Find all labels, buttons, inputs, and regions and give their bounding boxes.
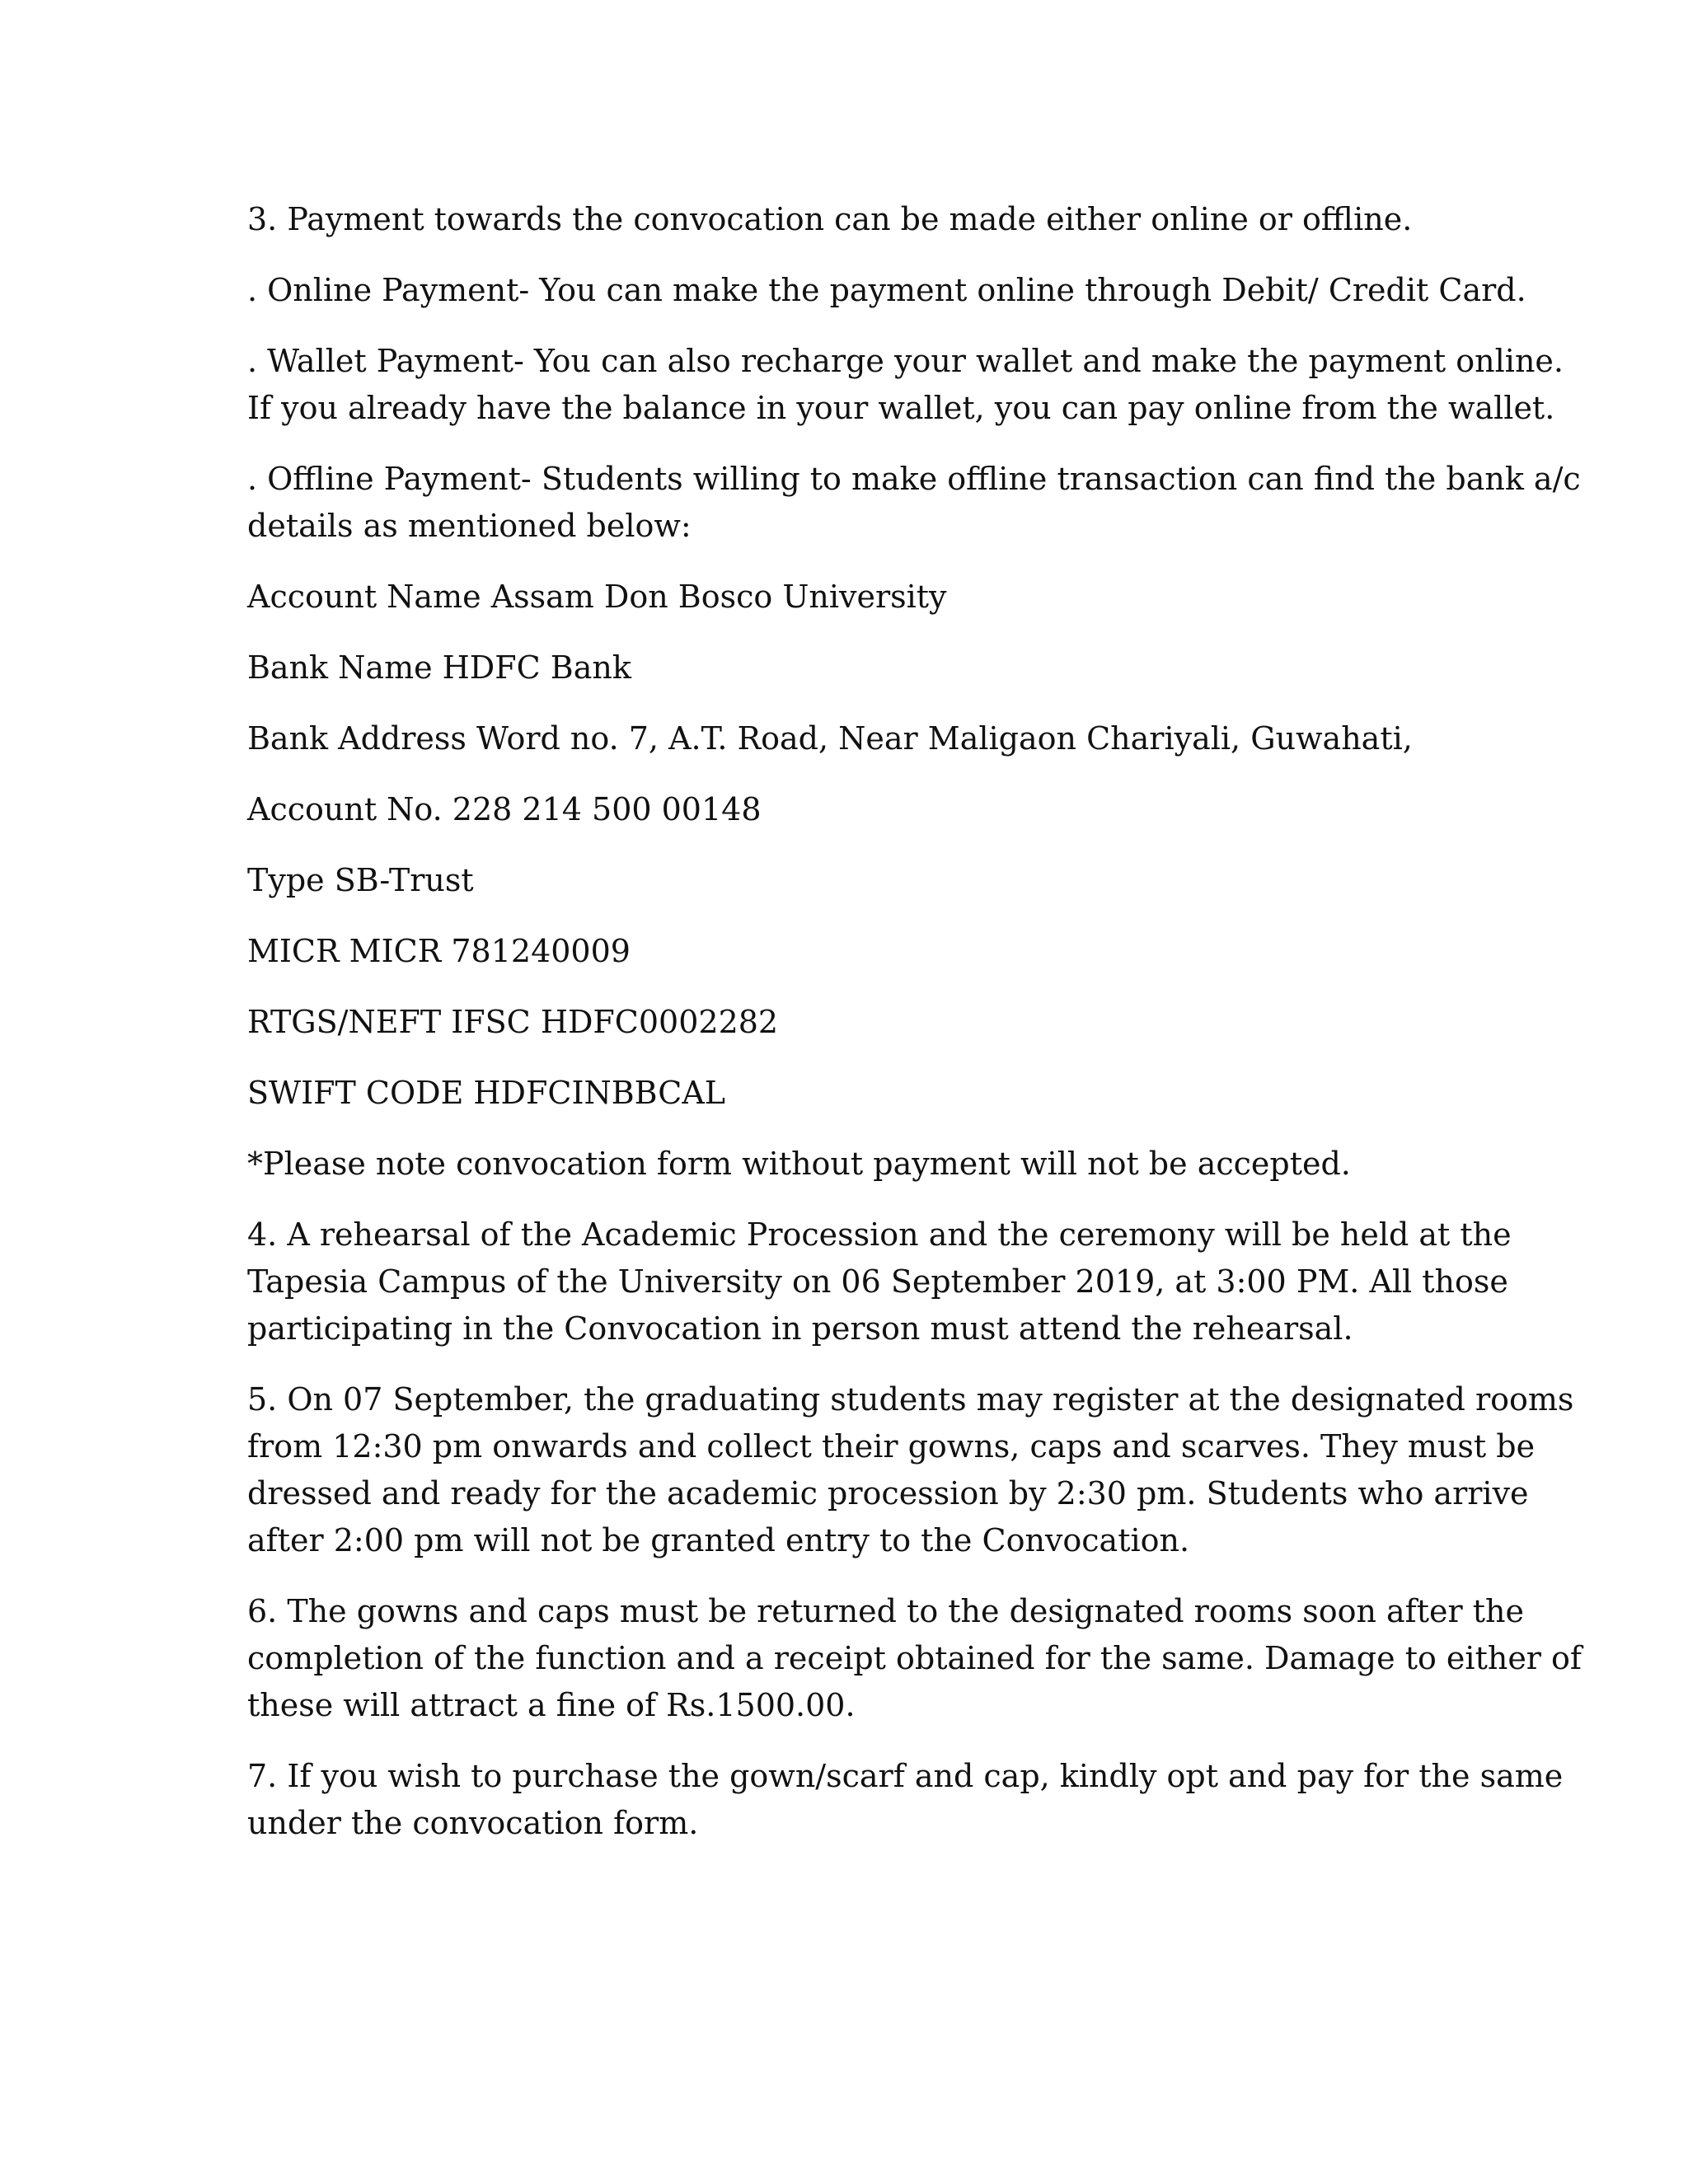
account-name-line — [247, 574, 1467, 621]
text-line: from 12:30 pm onwards and collect their gowns, caps and scarves. They must be — [247, 1428, 1536, 1465]
text-line: If you already have the balance in your wallet, you can pay online from the wallet. — [247, 390, 1555, 426]
payment-note-line — [247, 1141, 1467, 1188]
text-line: Account Name Assam Don Bosco University — [247, 579, 947, 615]
text-line: 7. If you wish to purchase the gown/scarf and cap, kindly opt and pay for the same — [247, 1758, 1564, 1794]
bank-address-line — [247, 715, 1467, 762]
text-line: completion of the function and a receipt obtained for the same. Damage to either of — [247, 1640, 1582, 1676]
text-line: *Please note convocation form without payment will not be accepted. — [247, 1146, 1351, 1182]
text-line: dressed and ready for the academic procession by 2:30 pm. Students who arrive — [247, 1475, 1529, 1511]
text-line: 6. The gowns and caps must be returned to the designated rooms soon after the — [247, 1593, 1524, 1629]
text-line: MICR MICR 781240009 — [247, 933, 631, 969]
rehearsal-paragraph — [247, 1212, 1512, 1352]
payment-intro-paragraph — [247, 196, 1467, 243]
text-line: Bank Name HDFC Bank — [247, 649, 631, 686]
bank-name-line — [247, 644, 1467, 691]
ifsc-line — [247, 999, 1467, 1046]
text-line: participating in the Convocation in person must attend the rehearsal. — [247, 1310, 1353, 1347]
text-line: these will attract a fine of Rs.1500.00. — [247, 1687, 856, 1723]
account-number-line — [247, 786, 1467, 833]
document-page — [247, 196, 1582, 1871]
wallet-payment-paragraph — [247, 338, 1564, 432]
text-line: Type SB-Trust — [247, 862, 474, 898]
gown-purchase-paragraph — [247, 1753, 1564, 1847]
text-line: . Offline Payment- Students willing to make offline transaction can find the bank a/c — [247, 461, 1581, 497]
text-line: Tapesia Campus of the University on 06 September 2019, at 3:00 PM. All those — [247, 1263, 1508, 1300]
text-line: . Online Payment- You can make the payment online through Debit/ Credit Card. — [247, 272, 1526, 308]
text-line: after 2:00 pm will not be granted entry to the Convocation. — [247, 1522, 1190, 1558]
account-type-line — [247, 857, 1467, 904]
text-line: 3. Payment towards the convocation can be made either online or offline. — [247, 201, 1413, 237]
text-line: under the convocation form. — [247, 1805, 699, 1841]
text-line: details as mentioned below: — [247, 508, 692, 544]
text-line: 4. A rehearsal of the Academic Procession and the ceremony will be held at the — [247, 1216, 1512, 1253]
micr-line — [247, 928, 1467, 975]
text-line: Account No. 228 214 500 00148 — [247, 791, 762, 827]
text-line: Bank Address Word no. 7, A.T. Road, Near Maligaon Chariyali, Guwahati, — [247, 720, 1413, 757]
gown-return-paragraph — [247, 1588, 1582, 1729]
swift-code-line — [247, 1070, 1467, 1117]
offline-payment-paragraph — [247, 456, 1581, 550]
registration-paragraph — [247, 1376, 1574, 1564]
text-line: . Wallet Payment- You can also recharge your wallet and make the payment online. — [247, 343, 1564, 379]
text-line: RTGS/NEFT IFSC HDFC0002282 — [247, 1004, 779, 1040]
text-line: 5. On 07 September, the graduating students may register at the designated rooms — [247, 1381, 1574, 1418]
online-payment-paragraph — [247, 267, 1526, 314]
text-line: SWIFT CODE HDFCINBBCAL — [247, 1075, 726, 1111]
